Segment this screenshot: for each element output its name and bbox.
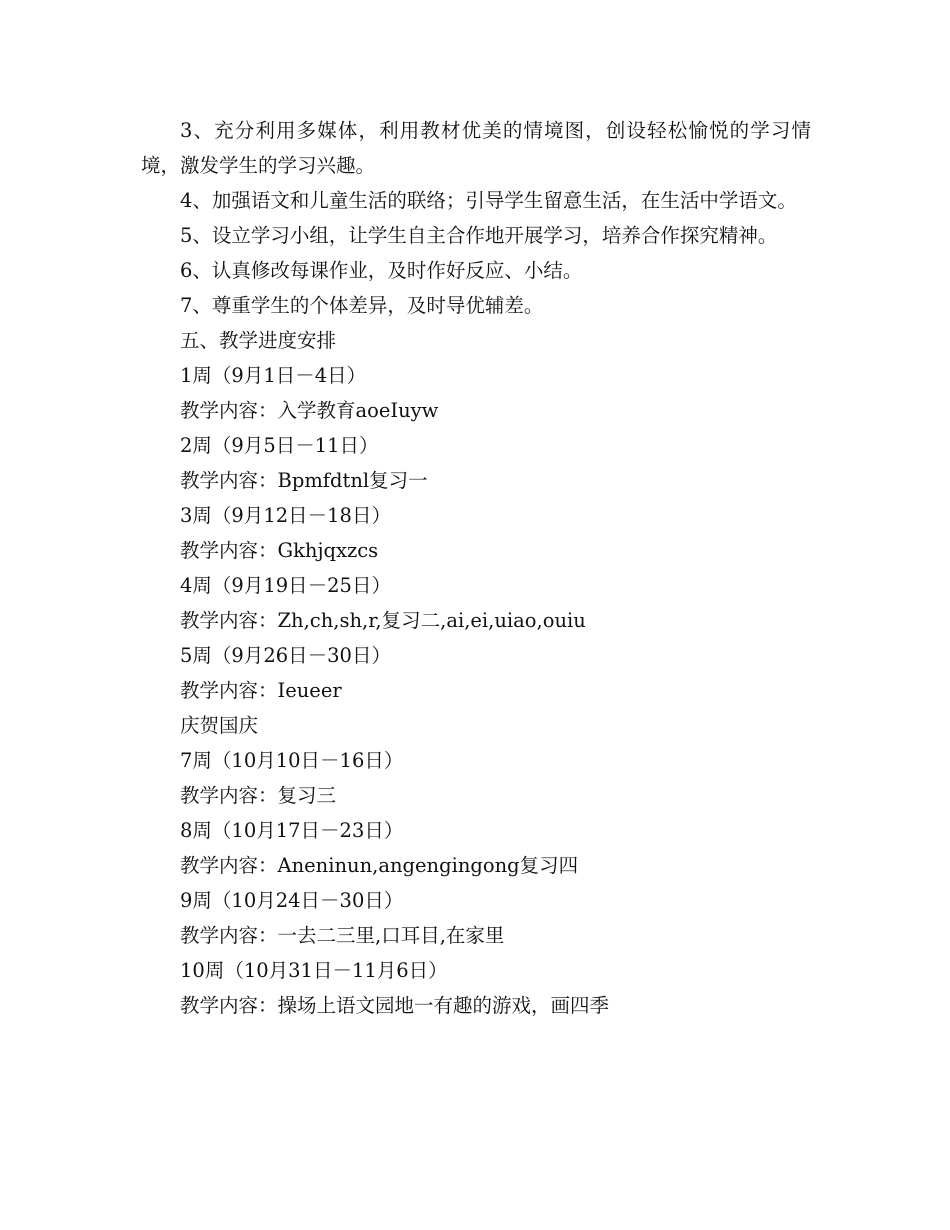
schedule-week-line: 4周（9月19日－25日） xyxy=(180,574,391,597)
schedule-week-line: 7周（10月10日－16日） xyxy=(180,749,404,772)
schedule-week-line: 9周（10月24日－30日） xyxy=(180,889,404,912)
schedule-week-line: 2周（9月5日－11日） xyxy=(180,434,379,457)
schedule-content-line: 教学内容：Bpmfdtnl复习一 xyxy=(180,469,428,492)
schedule-content-line: 教学内容：复习三 xyxy=(180,784,337,807)
schedule-week-line: 1周（9月1日－4日） xyxy=(180,364,367,387)
schedule-week-line: 5周（9月26日－30日） xyxy=(180,644,391,667)
schedule-content-line: 教学内容：一去二三里,口耳目,在家里 xyxy=(180,924,505,947)
paragraph-method-3: 3、充分利用多媒体，利用教材优美的情境图，创设轻松愉悦的学习情境，激发学生的学习兴趣。 xyxy=(141,119,811,177)
schedule-content-line: 教学内容：Aneninun,angengingong复习四 xyxy=(180,854,579,877)
section-heading-schedule: 五、教学进度安排 xyxy=(180,329,337,352)
schedule-holiday-line: 庆贺国庆 xyxy=(180,714,259,737)
paragraph-method-7: 7、尊重学生的个体差异，及时导优辅差。 xyxy=(180,294,544,317)
schedule-content-line: 教学内容：入学教育aoeIuyw xyxy=(180,399,439,422)
schedule-week-line: 8周（10月17日－23日） xyxy=(180,819,404,842)
schedule-week-line: 3周（9月12日－18日） xyxy=(180,504,391,527)
schedule-content-line: 教学内容：Zh,ch,sh,r,复习二,ai,ei,uiao,ouiu xyxy=(180,609,586,632)
schedule-content-line: 教学内容：操场上语文园地一有趣的游戏，画四季 xyxy=(180,994,610,1017)
schedule-week-line: 10周（10月31日－11月6日） xyxy=(180,959,448,982)
schedule-content-line: 教学内容：Gkhjqxzcs xyxy=(180,539,379,562)
paragraph-method-5: 5、设立学习小组，让学生自主合作地开展学习，培养合作探究精神。 xyxy=(180,224,778,247)
schedule-content-line: 教学内容：Ieueer xyxy=(180,679,342,702)
paragraph-method-4: 4、加强语文和儿童生活的联络；引导学生留意生活，在生活中学语文。 xyxy=(180,189,797,212)
paragraph-method-6: 6、认真修改每课作业，及时作好反应、小结。 xyxy=(180,259,583,282)
document-body xyxy=(141,113,811,1023)
